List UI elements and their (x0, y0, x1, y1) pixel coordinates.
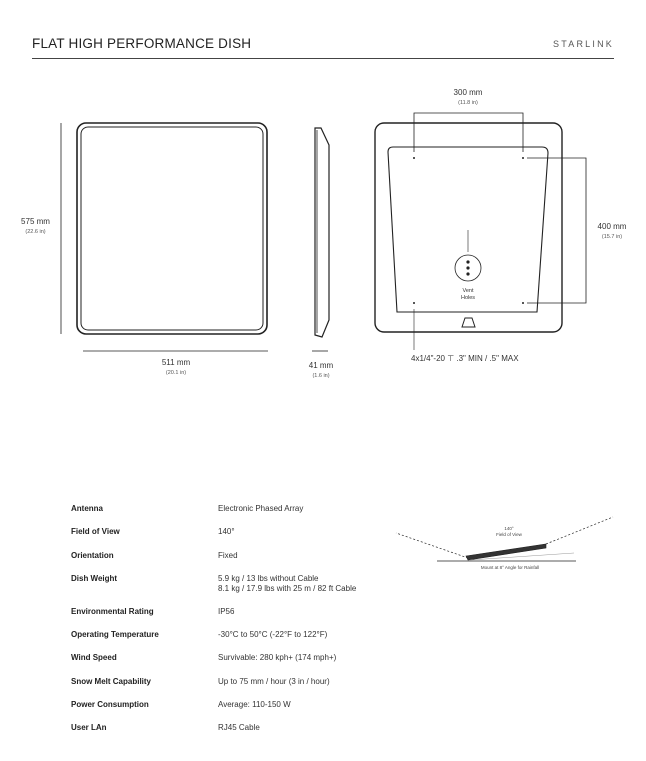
spec-row-orientation (71, 551, 371, 574)
depth-mm-label: 41 mm (308, 361, 334, 370)
side-view (312, 128, 329, 351)
height-mm-label: 575 mm (21, 217, 50, 226)
spec-key: Operating Temperature (71, 630, 159, 640)
spec-row-snow-melt (71, 677, 371, 700)
spec-value: Fixed (218, 550, 238, 560)
spec-row-user-lan (71, 723, 371, 746)
front-view (61, 123, 268, 351)
fov-label (484, 526, 534, 538)
spec-row-field-of-view (71, 527, 371, 550)
spec-key: Field of View (71, 527, 120, 537)
mount-note: Mount at 8° Angle for Rainfall (480, 565, 540, 570)
thread-spec: 4x1/4"-20 ⊤ .3" MIN / .5" MAX (411, 354, 519, 363)
spec-key: Environmental Rating (71, 606, 154, 616)
spec-key: Snow Melt Capability (71, 676, 152, 686)
spec-row-dish-weight (71, 574, 371, 607)
spec-row-wind-speed (71, 653, 371, 676)
spec-key: Wind Speed (71, 653, 117, 663)
spec-key: User LAn (71, 723, 107, 733)
hole-v-mm-label: 400 mm (597, 222, 627, 231)
depth-dimension (296, 361, 346, 381)
page-title: FLAT HIGH PERFORMANCE DISH (32, 36, 252, 51)
spec-value: Average: 110-150 W (218, 700, 291, 710)
width-dimension (146, 358, 206, 378)
spec-value: Survivable: 280 kph+ (174 mph+) (218, 653, 337, 663)
fov-text: Field of View (496, 532, 522, 537)
spec-row-environmental-rating (71, 607, 371, 630)
vent-label-line2: Holes (460, 295, 476, 301)
back-view (375, 113, 586, 350)
width-in-label: (20.1 in) (165, 370, 187, 376)
height-in-label: (22.6 in) (25, 229, 46, 235)
hole-v-in-label: (15.7 in) (601, 234, 623, 240)
spec-key: Power Consumption (71, 700, 149, 710)
spec-value: RJ45 Cable (218, 723, 260, 733)
spec-value-line1: 5.9 kg / 13 lbs without Cable (218, 573, 319, 583)
spec-value: -30°C to 50°C (-22°F to 122°F) (218, 630, 328, 640)
fov-diagram (396, 517, 613, 561)
spec-value: 140° (218, 527, 235, 537)
vent-label-line1: Vent (462, 288, 474, 294)
specs-table (71, 504, 371, 747)
spec-row-operating-temperature (71, 630, 371, 653)
spec-row-power-consumption (71, 700, 371, 723)
spec-value: Up to 75 mm / hour (3 in / hour) (218, 676, 330, 686)
width-mm-label: 511 mm (161, 358, 191, 367)
spec-key: Antenna (71, 504, 103, 513)
spec-key: Orientation (71, 550, 114, 560)
fov-angle: 140° (504, 526, 514, 531)
vent-holes-label (453, 288, 483, 302)
spec-row-antenna (71, 504, 371, 527)
hole-spacing-horizontal (438, 88, 498, 108)
brand-logo: STARLINK (553, 39, 614, 49)
spec-value-line2: 8.1 kg / 17.9 lbs with 25 m / 82 ft Cable (218, 583, 357, 593)
spec-value: IP56 (218, 606, 235, 616)
height-dimension (13, 217, 58, 237)
hole-h-mm-label: 300 mm (453, 88, 483, 97)
spec-key: Dish Weight (71, 573, 118, 583)
depth-in-label: (1.6 in) (312, 373, 330, 379)
spec-value (218, 574, 356, 594)
hole-spacing-vertical (588, 222, 636, 242)
spec-value: Electronic Phased Array (218, 504, 304, 513)
hole-h-in-label: (11.8 in) (458, 100, 478, 106)
